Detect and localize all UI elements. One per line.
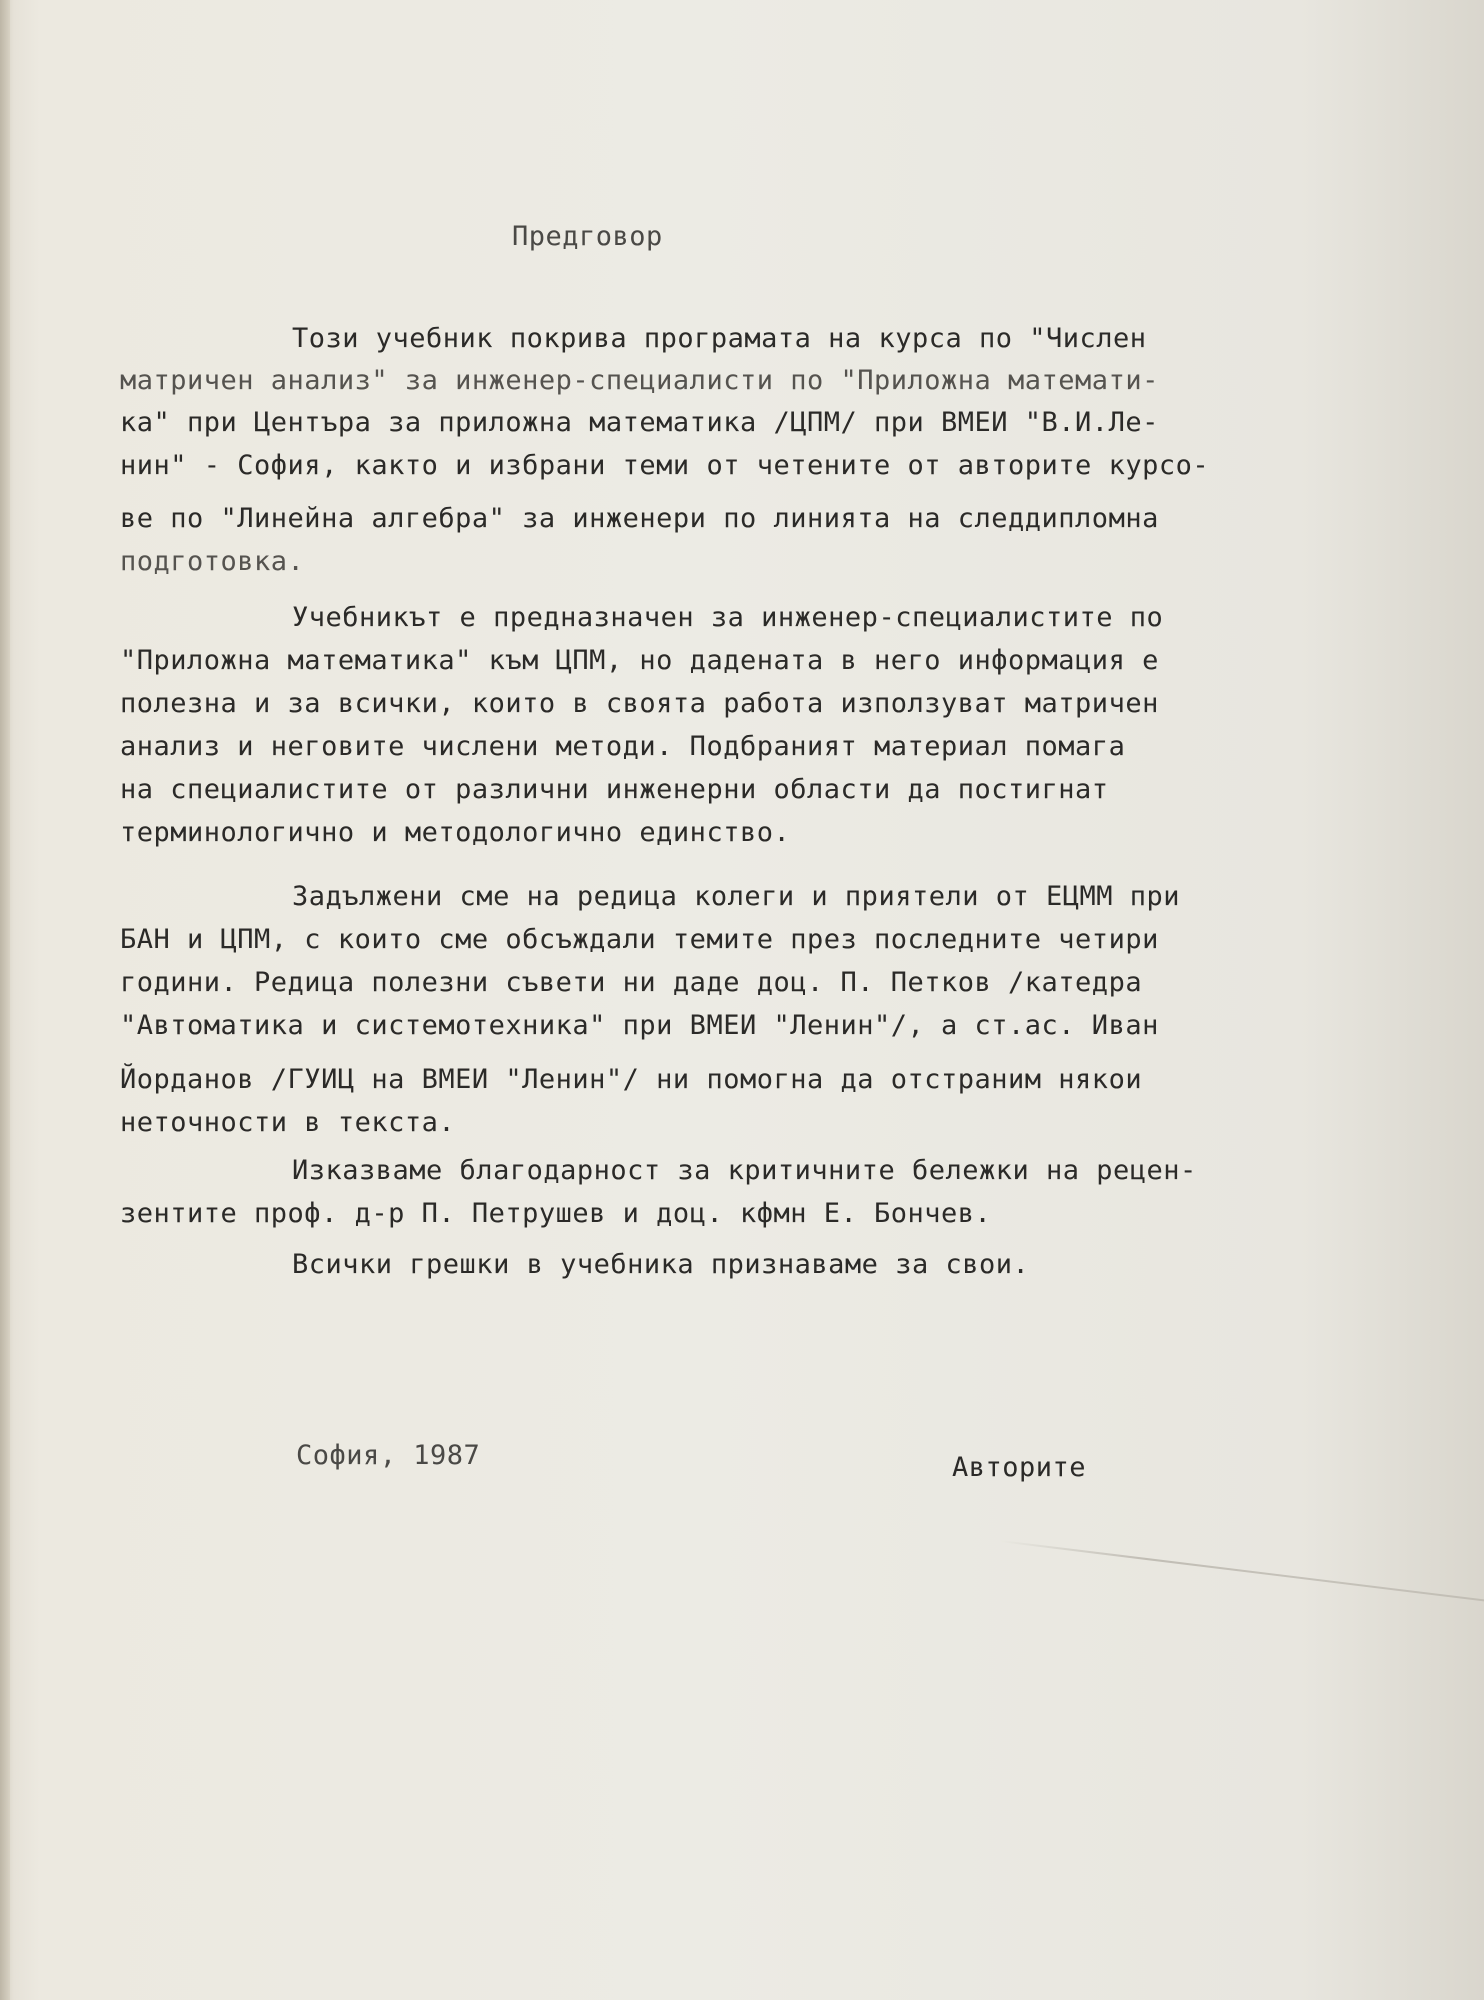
paragraph-2-line-5: на специалистите от различни инженерни области да постигнат (120, 774, 1109, 805)
paragraph-4-line-2: зентите проф. д-р П. Петрушев и доц. кфмн Е. Бончев. (120, 1198, 992, 1229)
paragraph-2-line-1: Учебникът е предназначен за инженер-специалистите по (292, 602, 1164, 633)
paragraph-3-line-2: БАН и ЦПМ, с които сме обсъждали темите през последните четири (120, 924, 1159, 955)
paragraph-1-line-1: Този учебник покрива програмата на курса по "Числен (292, 323, 1147, 354)
paragraph-1-line-4: нин" - София, както и избрани теми от четените от авторите курсо- (120, 450, 1210, 481)
paragraph-5-line-1: Всички грешки в учебника признаваме за свои. (292, 1249, 1030, 1280)
signature: Авторите (952, 1452, 1087, 1483)
paragraph-3-line-1: Задължени сме на редица колеги и приятели от ЕЦММ при (292, 881, 1181, 912)
paragraph-2-line-6: терминологично и методологично единство. (120, 817, 791, 848)
paragraph-2-line-2: "Приложна математика" към ЦПМ, но дадената в него информация е (120, 645, 1159, 676)
paragraph-1-line-5: ве по "Линейна алгебра" за инженери по линията на следдипломна (120, 503, 1159, 534)
paragraph-2-line-4: анализ и неговите числени методи. Подбраният материал помага (120, 731, 1126, 762)
place-date: София, 1987 (296, 1440, 481, 1471)
paragraph-3-line-4: "Автоматика и системотехника" при ВМЕИ "Ленин"/, а ст.ас. Иван (120, 1010, 1159, 1041)
paragraph-3-line-6: неточности в текста. (120, 1107, 456, 1138)
paragraph-1-line-2: матричен анализ" за инженер-специалисти по "Приложна математи- (120, 365, 1159, 396)
paper-crease (1000, 1540, 1484, 1602)
page-title: Предговор (512, 221, 663, 252)
page-edge (0, 0, 10, 2000)
paragraph-4-line-1: Изказваме благодарност за критичните бележки на рецен- (292, 1155, 1197, 1186)
paragraph-1-line-3: ка" при Центъра за приложна математика /ЦПМ/ при ВМЕИ "В.И.Ле- (120, 407, 1159, 438)
paragraph-2-line-3: полезна и за всички, които в своята работа използуват матричен (120, 688, 1159, 719)
paragraph-1-line-6: подготовка. (120, 546, 305, 577)
paragraph-3-line-3: години. Редица полезни съвети ни даде доц. П. Петков /катедра (120, 967, 1143, 998)
paragraph-3-line-5: Йорданов /ГУИЦ на ВМЕИ "Ленин"/ ни помогна да отстраним някои (120, 1064, 1143, 1095)
